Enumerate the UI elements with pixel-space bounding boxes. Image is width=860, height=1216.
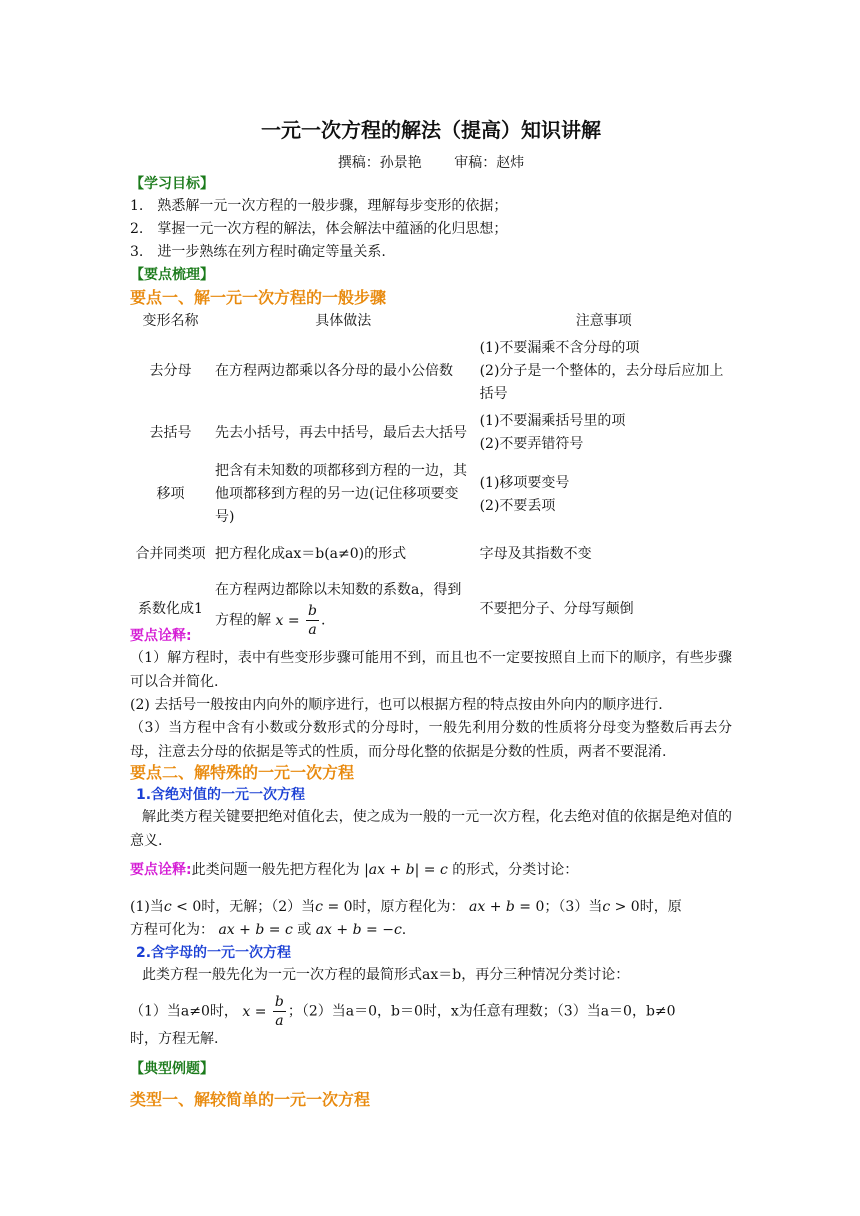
formula-x-equals-b-over-a: x = $\frac{b}{a}$	[242, 994, 284, 1029]
case-text: 时，原	[639, 899, 682, 915]
table-row	[130, 531, 732, 577]
note-label: 要点诠释:	[130, 862, 192, 878]
case-line-2: 方程可化为： ax + b = c 或 ax + b = −c.	[130, 922, 407, 938]
point1-heading: 要点一、解一元一次方程的一般步骤	[130, 288, 387, 307]
note-2: (2) 去括号一般按由内向外的顺序进行，也可以根据方程的特点按由外向内的顺序进行.	[130, 697, 663, 713]
table-header: 注意事项	[575, 313, 632, 329]
examples-heading: 【典型例题】	[130, 1061, 214, 1077]
case-text: ；（2）当a＝0，b＝0时，x为任意有理数；（3）当a＝0，b≠0	[287, 1003, 676, 1020]
goals-heading: 【学习目标】	[130, 176, 214, 192]
sub1-text: 解此类方程关键要把绝对值化去，使之成为一般的一元一次方程，化去绝对值的依据是绝对值的意义.	[130, 809, 732, 849]
goal-item-1: 1. 熟悉解一元一次方程的一般步骤，理解每步变形的依据；	[130, 198, 508, 214]
note-text: 此类问题一般先把方程化为	[191, 862, 360, 878]
sub1-heading: 1.含绝对值的一元一次方程	[136, 787, 306, 803]
goal-item-2: 2. 掌握一元一次方程的解法，体会解法中蕴涵的化归思想；	[130, 221, 508, 237]
type1-heading: 类型一、解较简单的一元一次方程	[130, 1090, 371, 1109]
page-title: 一元一次方程的解法（提高）知识讲解	[261, 118, 601, 142]
sub2-text: 此类方程一般先化为一元一次方程的最简形式ax＝b，再分三种情况分类讨论：	[142, 967, 630, 983]
note-text: 的形式，分类讨论：	[452, 862, 579, 878]
steps-table	[130, 308, 732, 641]
sub2-case-line-end: 时，方程无解.	[130, 1031, 219, 1047]
step-method: 在方程两边都乘以各分母的最小公倍数	[215, 363, 454, 379]
step-method: 把含有未知数的项都移到方程的一边，其他项都移到方程的另一边(记住移项要变号)	[215, 463, 468, 525]
sub2-heading: 2.含字母的一元一次方程	[136, 945, 292, 961]
abs-equation: |ax + b| = c	[364, 862, 448, 878]
case-text: 时，无解；（2）当	[201, 899, 316, 915]
period: .	[320, 612, 326, 629]
table-header-row	[130, 308, 732, 335]
formula-x-equals-b-over-a: x = $\frac{b}{a}$	[275, 603, 317, 638]
step-name: 移项	[156, 486, 185, 502]
note-label: 要点诠释:	[130, 628, 192, 644]
step-method: 把方程化成ax＝b(a≠0)的形式	[215, 545, 407, 562]
case-text: ；（3）当	[544, 899, 603, 915]
case-line-1: (1)当c < 0时，无解；（2）当c = 0时，原方程化为： ax + b = 0；（3）当c > 0时，原	[130, 899, 682, 915]
step-notes: (1)不要漏乘不含分母的项 (2)分子是一个整体的，去分母后应加上括号	[479, 340, 724, 402]
case-text: 方程可化为：	[130, 922, 214, 938]
summary-heading: 【要点梳理】	[130, 267, 214, 283]
case-text: (1)当	[130, 899, 164, 915]
case-text: 时，原方程化为：	[352, 899, 465, 915]
sub1-note	[130, 858, 578, 882]
step-method: 先去小括号，再去中括号，最后去大括号	[215, 424, 468, 441]
note-1: （1）解方程时，表中有些变形步骤可能用不到，而且也不一定要按照自上而下的顺序，有些步骤可以合并简化.	[130, 650, 732, 690]
table-row	[130, 577, 732, 641]
goal-item-3: 3. 进一步熟练在列方程时确定等量关系.	[130, 244, 386, 260]
table-row	[130, 408, 732, 458]
reviewer: 审稿：赵炜	[454, 155, 525, 171]
step-name: 去括号	[149, 424, 192, 441]
step-name: 去分母	[149, 363, 192, 379]
case-text: .	[401, 922, 407, 938]
note-3: （3）当方程中含有小数或分数形式的分母时，一般先利用分数的性质将分母变为整数后再去分母，注意去分母的依据是等式的性质，而分母化整的依据是分数的性质，两者不要混淆.	[130, 720, 732, 760]
step-notes: 不要把分子、分母写颠倒	[479, 600, 634, 617]
step-method	[211, 577, 476, 641]
writer: 撰稿：孙景艳	[337, 155, 422, 171]
table-row	[130, 458, 732, 531]
case-text: （1）当a≠0时，	[130, 1003, 238, 1020]
step-notes: (1)移项要变号 (2)不要丢项	[479, 474, 570, 514]
step-method-text: 在方程两边都除以未知数的系数a，得到方程的解	[215, 582, 462, 629]
authors	[130, 152, 732, 172]
table-header: 变形名称	[142, 313, 199, 329]
table-header: 具体做法	[315, 313, 372, 329]
case-text: 或	[297, 922, 312, 938]
step-notes: 字母及其指数不变	[479, 545, 592, 562]
step-name: 系数化成1	[138, 600, 203, 617]
step-notes: (1)不要漏乘括号里的项 (2)不要弄错符号	[479, 413, 626, 452]
point2-heading: 要点二、解特殊的一元一次方程	[130, 763, 355, 782]
table-row	[130, 335, 732, 408]
sub2-case-line	[130, 993, 676, 1030]
step-name: 合并同类项	[135, 545, 206, 562]
